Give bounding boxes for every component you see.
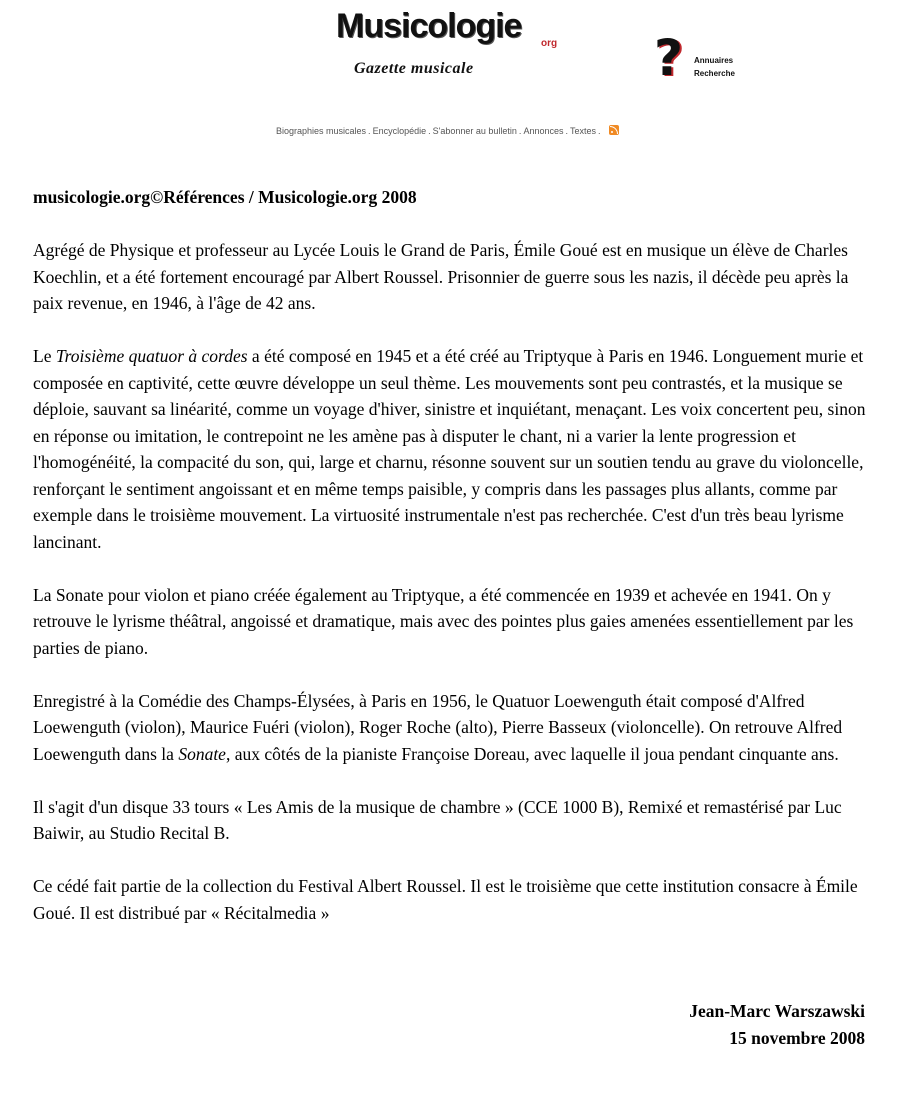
- text-fragment: Le: [33, 346, 56, 366]
- recherche-label: Recherche: [694, 69, 735, 78]
- site-header: [0, 0, 900, 150]
- text-fragment: Enregistré à la Comédie des Champs-Élysées, à Paris en 1956, le Quatuor Loewenguth était composé d'Alfred Loewenguth (violon), Maurice Fuéri (violon), Roger Roche (alto), Pierre Basseux (violoncelle). On retrouve Alfred Loewenguth dans la: [33, 690, 843, 764]
- nav-textes[interactable]: Textes: [569, 126, 596, 136]
- paragraph-collection: Ce cédé fait partie de la collection du Festival Albert Roussel. Il est le troisième que cette institution consacre à Émile Goué. Il est distribué par « Récitalmedia »: [33, 876, 858, 923]
- nav-biographies[interactable]: Biographies musicales: [276, 126, 367, 136]
- annuaires-recherche-label: [694, 54, 735, 80]
- logo-title: Musicologie: [336, 7, 522, 45]
- nav-separator: .: [428, 126, 431, 136]
- author-name: Jean-Marc Warszawski: [689, 1001, 865, 1021]
- publish-date: 15 novembre 2008: [729, 1028, 865, 1048]
- logo-org: org: [541, 38, 558, 49]
- nav-abonner[interactable]: S'abonner au bulletin: [432, 126, 517, 136]
- nav-encyclopedie[interactable]: Encyclopédie: [372, 126, 427, 136]
- nav-separator: .: [598, 126, 601, 136]
- top-nav: [276, 125, 619, 136]
- rss-icon[interactable]: [609, 125, 619, 135]
- work-title: Sonate: [178, 743, 226, 764]
- paragraph-recording: [33, 688, 868, 768]
- article-body: [33, 184, 868, 953]
- question-mark-icon: ?: [654, 29, 684, 87]
- nav-separator: .: [518, 126, 522, 136]
- text-fragment: , aux côtés de la pianiste Françoise Doreau, avec laquelle il joua pendant cinquante ans.: [225, 743, 839, 764]
- signature: [689, 998, 865, 1052]
- site-logo[interactable]: [336, 6, 566, 86]
- paragraph-sonate: La Sonate pour violon et piano créée également au Triptyque, a été commencée en 1939 et achevée en 1941. On y retrouve le lyrisme théâtral, angoissé et dramatique, mais avec des pointes plus gaies amenées essentiellement par les parties de piano.: [33, 584, 854, 658]
- nav-separator: .: [368, 126, 371, 136]
- logo-subtitle: Gazette musicale: [354, 60, 474, 77]
- article-reference: musicologie.org©Références / Musicologie.org 2008: [33, 187, 417, 207]
- text-fragment: a été composé en 1945 et a été créé au Triptyque à Paris en 1946. Longuement murie et composée en captivité, cette œuvre développe un seul thème. Les mouvements sont peu contrastés, et la musique se déploie, sauvant sa linéarité, comme un voyage d'hiver, sinistre et inquiétant, menaçant. Les voix concertent peu, sinon en réponse ou imitation, le contrepoint ne les amène pas à disputer le chant, ni a varier la lente progression et l'homogénéité, la compacité du son, qui, large et charnu, résonne souvent sur un soutien tendu au grave du violoncelle, renforçant le sentiment angoissant et en même temps paisible, y compris dans les passages plus allants, comme par exemple dans le troisième mouvement. La virtuosité instrumentale n'est pas recherchée. C'est d'un très beau lyrisme lancinant.: [33, 346, 866, 552]
- annuaires-label: Annuaires: [694, 56, 734, 65]
- paragraph-quatuor: [33, 343, 868, 555]
- nav-separator: .: [565, 126, 568, 136]
- annuaires-recherche-link[interactable]: [654, 29, 764, 88]
- paragraph-disc: Il s'agit d'un disque 33 tours « Les Amis de la musique de chambre » (CCE 1000 B), Remixé et remastérisé par Luc Baiwir, au Studio Recital B.: [33, 796, 842, 843]
- paragraph-biography: Agrégé de Physique et professeur au Lycée Louis le Grand de Paris, Émile Goué est en musique un élève de Charles Koechlin, et a été fortement encouragé par Albert Roussel. Prisonnier de guerre sous les nazis, il décède peu après la paix revenue, en 1946, à l'âge de 42 ans.: [33, 240, 849, 313]
- work-title: Troisième quatuor à cordes: [55, 346, 248, 366]
- nav-annonces[interactable]: Annonces: [523, 126, 564, 136]
